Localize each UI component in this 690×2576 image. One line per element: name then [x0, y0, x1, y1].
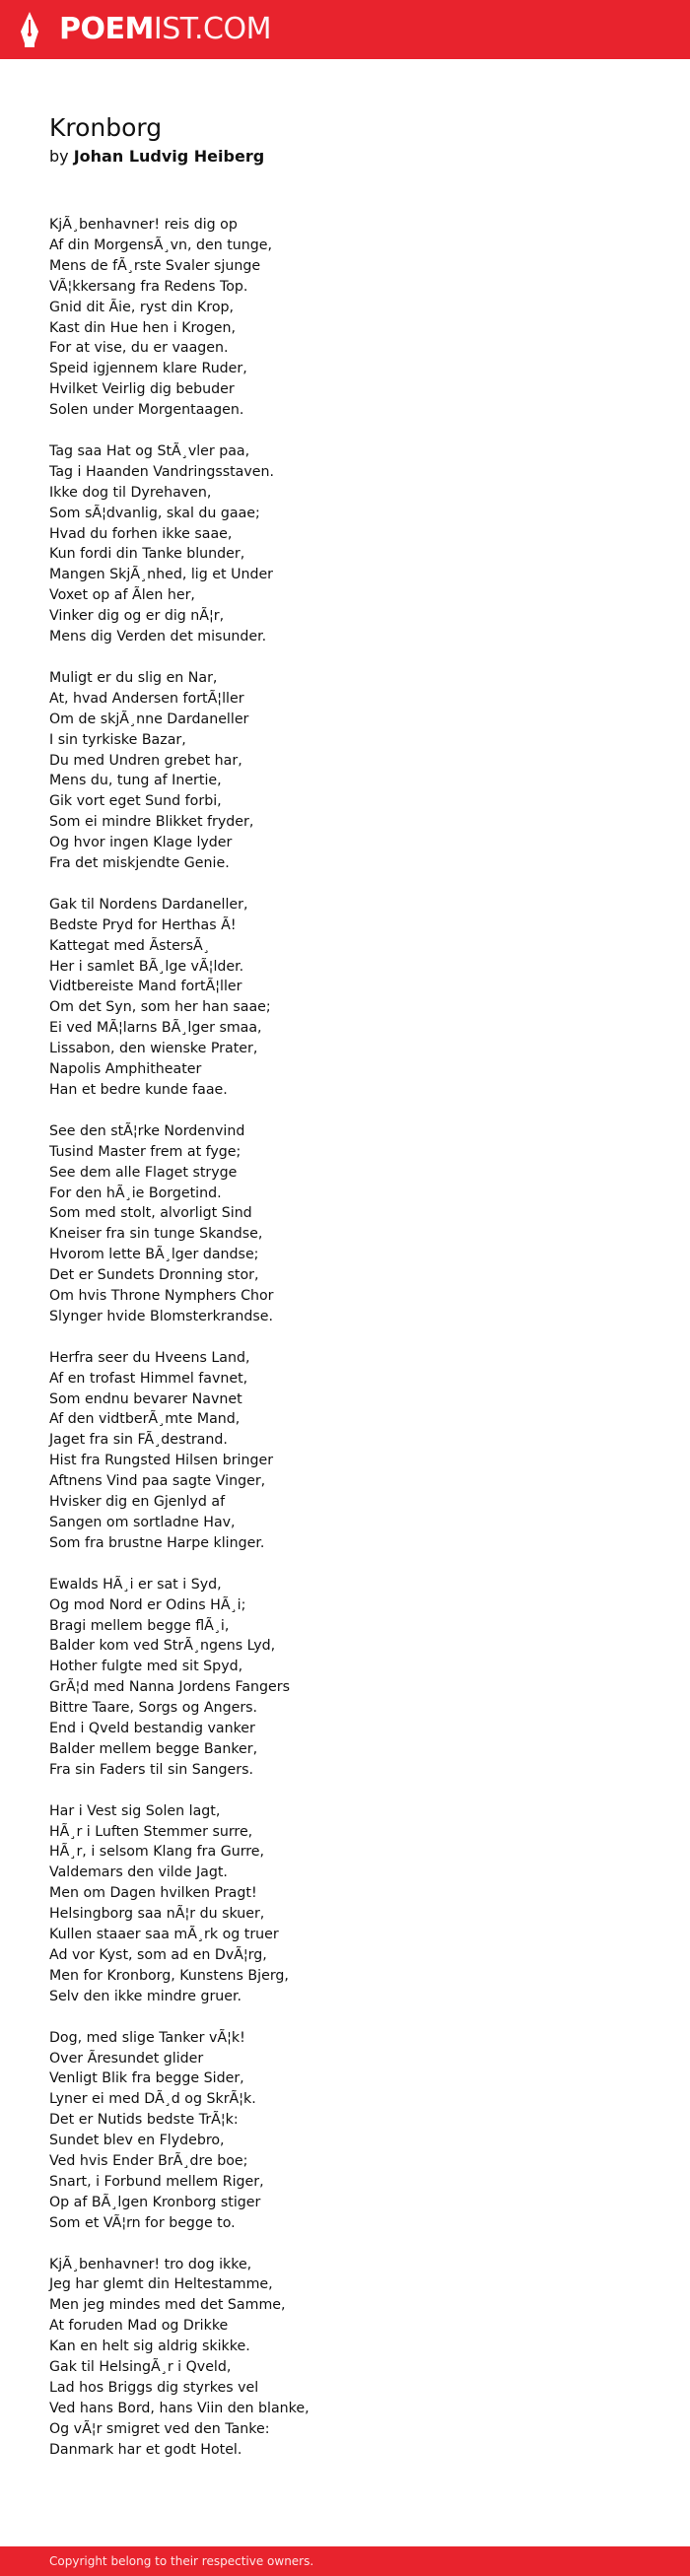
- poem-line: Kan en helt sig aldrig skikke.: [49, 2339, 250, 2355]
- poem-line: Vinker dig og er dig nÃ¦r,: [49, 608, 225, 625]
- poem-line: VÃ¦kkersang fra Redens Top.: [49, 278, 248, 295]
- poem-line: Og vÃ¦r smigret ved den Tanke:: [49, 2420, 270, 2437]
- poem-line: Af din MorgensÃ¸vn, den tunge,: [49, 237, 273, 253]
- poem-line: Gik vort eget Sund forbi,: [49, 793, 222, 810]
- poem-line: See dem alle Flaget stryge: [49, 1164, 238, 1181]
- poem-line: HÃ¸r, i selsom Klang fra Gurre,: [49, 1844, 265, 1861]
- author-link[interactable]: Johan Ludvig Heiberg: [73, 147, 265, 166]
- poem-line: Herfra seer du Hveens Land,: [49, 1349, 250, 1366]
- poem-line: See den stÃ¦rke Nordenvind: [49, 1122, 245, 1139]
- poem-line: Over Ãresundet glider: [49, 2050, 204, 2067]
- poem-line: Balder kom ved StrÃ¸ngens Lyd,: [49, 1638, 276, 1655]
- poem-line: Mangen SkjÃ¸nhed, lig et Under: [49, 567, 274, 583]
- poem-stanza: [49, 895, 641, 1101]
- poem-line: Kun fordi din Tanke blunder,: [49, 546, 245, 563]
- poem-line: Op af BÃ¸lgen Kronborg stiger: [49, 2194, 261, 2210]
- poem-line: I sin tyrkiske Bazar,: [49, 731, 186, 748]
- poem-line: Og hvor ingen Klage lyder: [49, 835, 233, 851]
- poem-line: Kast din Hue hen i Krogen,: [49, 319, 236, 336]
- poem-line: Lissabon, den wienske Prater,: [49, 1041, 258, 1057]
- poem-line: Men for Kronborg, Kunstens Bjerg,: [49, 1967, 289, 1984]
- poem-line: Om det Syn, som her han saae;: [49, 999, 271, 1016]
- poem-line: Fra det miskjendte Genie.: [49, 855, 230, 872]
- poem-stanza: [49, 1801, 641, 2007]
- poem-line: Bittre Taare, Sorgs og Angers.: [49, 1700, 258, 1717]
- poem-line: Danmark har et godt Hotel.: [49, 2441, 242, 2458]
- poem-line: Jaget fra sin FÃ¸destrand.: [49, 1432, 228, 1449]
- poem-line: Bedste Pryd for Herthas Ã!: [49, 916, 237, 933]
- poem-container: [49, 112, 641, 2461]
- poem-line: Lad hos Briggs dig styrkes vel: [49, 2380, 259, 2397]
- poem-body: [49, 215, 641, 2461]
- poem-line: Mens du, tung af Inertie,: [49, 773, 222, 789]
- logo-bold-text: POEM: [59, 12, 154, 46]
- poem-stanza: [49, 441, 641, 647]
- poem-line: Hvorom lette BÃ¸lger dandse;: [49, 1247, 259, 1263]
- poem-line: Som sÃ¦dvanlig, skal du gaae;: [49, 505, 260, 521]
- poem-line: Venligt Blik fra begge Sider,: [49, 2070, 244, 2087]
- poem-byline: [49, 146, 641, 168]
- poem-line: Bragi mellem begge flÃ¸i,: [49, 1617, 230, 1634]
- poem-line: Vidtbereiste Mand fortÃ¦ller: [49, 979, 242, 995]
- poem-line: For at vise, du er vaagen.: [49, 340, 229, 357]
- poem-line: Du med Undren grebet har,: [49, 752, 242, 769]
- poem-line: Som ei mindre Blikket fryder,: [49, 814, 254, 831]
- poem-title: Kronborg: [49, 113, 163, 142]
- poem-line: At, hvad Andersen fortÃ¦ller: [49, 690, 244, 707]
- poem-line: Hother fulgte med sit Spyd,: [49, 1659, 243, 1675]
- poem-line: Det er Nutids bedste TrÃ¦k:: [49, 2112, 239, 2129]
- poem-line: Om de skjÃ¸nne Dardaneller: [49, 711, 249, 727]
- poem-line: Her i samlet BÃ¸lge vÃ¦lder.: [49, 958, 244, 975]
- poem-stanza: [49, 1575, 641, 1781]
- poem-line: Helsingborg saa nÃ¦r du skuer,: [49, 1906, 265, 1923]
- poem-line: Hvilket Veirlig dig bebuder: [49, 381, 235, 398]
- poem-line: Sangen om sortladne Hav,: [49, 1515, 236, 1531]
- poem-stanza: [49, 215, 641, 421]
- poem-line: Selv den ikke mindre gruer.: [49, 1988, 242, 2004]
- poem-line: Det er Sundets Dronning stor,: [49, 1267, 259, 1284]
- site-footer: [0, 2546, 690, 2576]
- poem-line: Sundet blev en Flydebro,: [49, 2133, 225, 2149]
- poem-line: Om hvis Throne Nymphers Chor: [49, 1288, 274, 1305]
- poem-line: Tag saa Hat og StÃ¸vler paa,: [49, 442, 250, 459]
- poem-line: Men jeg mindes med det Samme,: [49, 2297, 286, 2314]
- poem-line: Fra sin Faders til sin Sangers.: [49, 1761, 253, 1778]
- pen-nib-icon[interactable]: [18, 10, 41, 49]
- poem-stanza: [49, 668, 641, 874]
- poem-line: Af den vidtberÃ¸mte Mand,: [49, 1411, 241, 1428]
- poem-line: Gak til Nordens Dardaneller,: [49, 896, 248, 913]
- poem-line: Men om Dagen hvilken Pragt!: [49, 1885, 257, 1902]
- poem-line: Balder mellem begge Banker,: [49, 1740, 258, 1757]
- poem-line: Dog, med slige Tanker vÃ¦k!: [49, 2029, 245, 2046]
- poem-line: GrÃ¦d med Nanna Jordens Fangers: [49, 1679, 290, 1696]
- poem-line: Som fra brustne Harpe klinger.: [49, 1534, 265, 1551]
- poem-line: Kneiser fra sin tunge Skandse,: [49, 1226, 263, 1243]
- poem-line: Han et bedre kunde faae.: [49, 1082, 228, 1099]
- poem-line: Og mod Nord er Odins HÃ¸i;: [49, 1596, 246, 1613]
- poem-line: HÃ¸r i Luften Stemmer surre,: [49, 1823, 253, 1840]
- poem-line: Ikke dog til Dyrehaven,: [49, 484, 212, 501]
- site-logo[interactable]: [59, 12, 271, 47]
- poem-line: Hvisker dig en Gjenlyd af: [49, 1494, 226, 1511]
- poem-line: Har i Vest sig Solen lagt,: [49, 1802, 221, 1819]
- poem-line: Muligt er du slig en Nar,: [49, 669, 218, 686]
- poem-line: Valdemars den vilde Jagt.: [49, 1864, 228, 1881]
- poem-line: Som endnu bevarer Navnet: [49, 1390, 242, 1407]
- poem-stanza: [49, 2255, 641, 2461]
- poem-line: Speid igjennem klare Ruder,: [49, 361, 247, 377]
- poem-line: Ved hvis Ender BrÃ¸dre boe;: [49, 2153, 248, 2170]
- poem-stanza: [49, 1121, 641, 1327]
- poem-line: Som med stolt, alvorligt Sind: [49, 1205, 252, 1222]
- poem-line: Lyner ei med DÃ¸d og SkrÃ¦k.: [49, 2091, 256, 2108]
- poem-line: Kullen staaer saa mÃ¸rk og truer: [49, 1927, 279, 1943]
- poem-line: Aftnens Vind paa sagte Vinger,: [49, 1473, 266, 1490]
- poem-line: Tusind Master frem at fyge;: [49, 1143, 242, 1160]
- poem-line: Af en trofast Himmel favnet,: [49, 1370, 248, 1387]
- poem-line: Ad vor Kyst, som ad en DvÃ¦rg,: [49, 1947, 267, 1964]
- poem-line: Hvad du forhen ikke saae,: [49, 525, 233, 542]
- poem-line: Tag i Haanden Vandringsstaven.: [49, 463, 274, 480]
- poem-line: Som et VÃ¦rn for begge to.: [49, 2214, 236, 2231]
- logo-light-text: IST.COM: [153, 12, 271, 46]
- poem-line: Snart, i Forbund mellem Riger,: [49, 2173, 264, 2190]
- poem-line: Solen under Morgentaagen.: [49, 402, 244, 419]
- poem-line: Gnid dit Ãie, ryst din Krop,: [49, 299, 235, 315]
- poem-line: End i Qveld bestandig vanker: [49, 1721, 255, 1737]
- poem-stanza: [49, 2028, 641, 2234]
- poem-stanza: [49, 1348, 641, 1554]
- poem-line: At foruden Mad og Drikke: [49, 2318, 229, 2335]
- poem-line: For den hÃ¸ie Borgetind.: [49, 1185, 222, 1201]
- by-label: by: [49, 147, 69, 166]
- poem-line: Slynger hvide Blomsterkrandse.: [49, 1308, 274, 1324]
- poem-line: Mens de fÃ¸rste Svaler sjunge: [49, 257, 261, 274]
- poem-line: KjÃ¸benhavner! tro dog ikke,: [49, 2256, 252, 2272]
- poem-line: Hist fra Rungsted Hilsen bringer: [49, 1453, 274, 1469]
- poem-line: Ei ved MÃ¦larns BÃ¸lger smaa,: [49, 1020, 262, 1037]
- site-header: [0, 0, 690, 59]
- poem-line: KjÃ¸benhavner! reis dig op: [49, 217, 238, 233]
- poem-line: Ewalds HÃ¸i er sat i Syd,: [49, 1576, 222, 1593]
- poem-line: Voxet op af Ãlen her,: [49, 587, 195, 604]
- poem-line: Gak til HelsingÃ¸r i Qveld,: [49, 2359, 232, 2376]
- poem-line: Mens dig Verden det misunder.: [49, 629, 267, 645]
- copyright-text: Copyright belong to their respective owners.: [49, 2554, 314, 2568]
- poem-line: Napolis Amphitheater: [49, 1061, 202, 1078]
- poem-line: Jeg har glemt din Heltestamme,: [49, 2276, 273, 2293]
- poem-line: Kattegat med ÃstersÃ¸: [49, 937, 210, 954]
- poem-line: Ved hans Bord, hans Viin den blanke,: [49, 2400, 310, 2416]
